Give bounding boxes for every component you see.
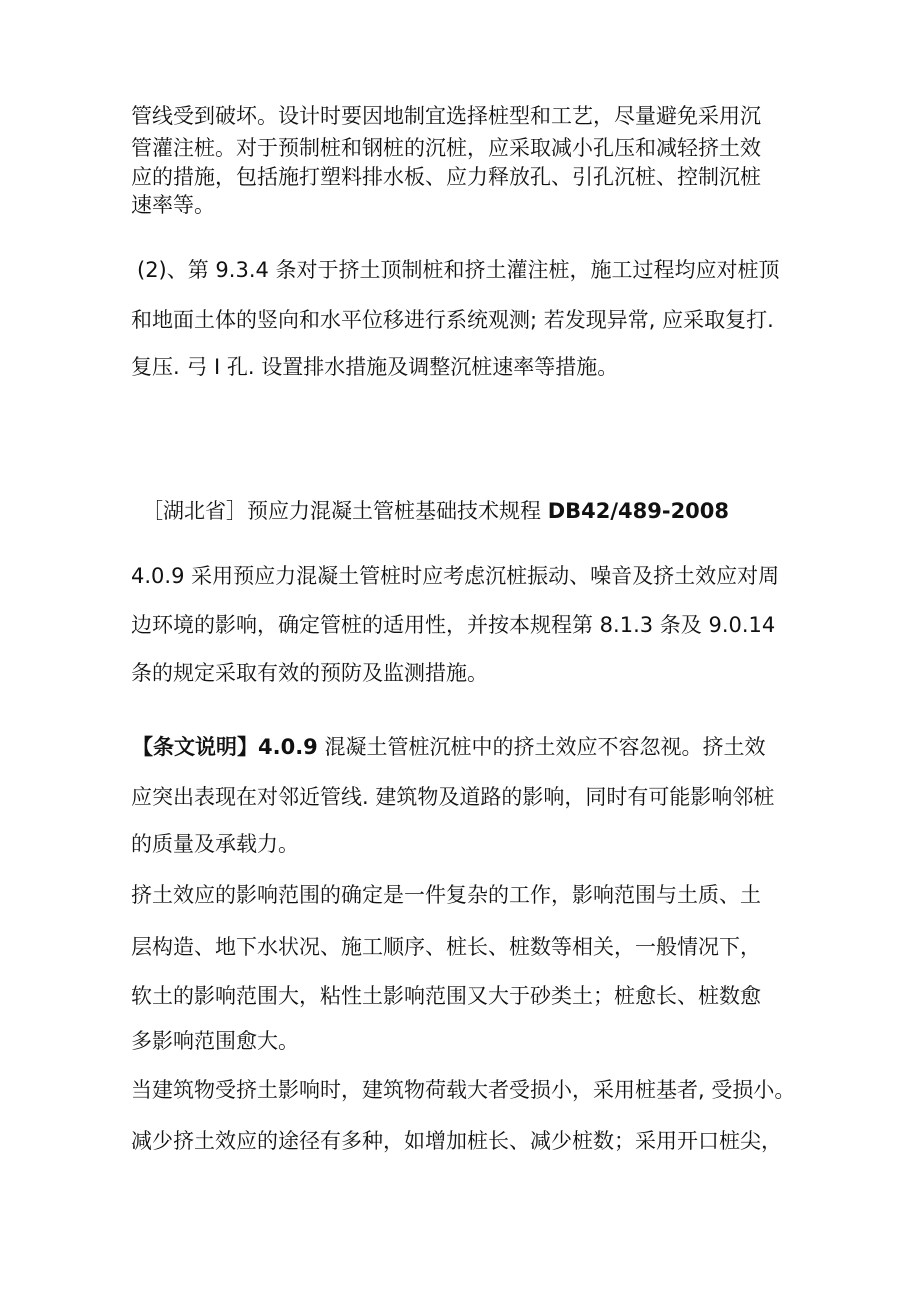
paragraph-1-line-2: 管灌注桩。对于预制桩和钢桩的沉桩，应采取减小孔压和减轻挤土效 [131,136,761,160]
paragraph-3-line-3: 条的规定采取有效的预防及监测措施。 [131,661,488,685]
paragraph-3-line-2: 边环境的影响，确定管桩的适用性，并按本规程第 8.1.3 条及 9.0.14 [131,613,776,637]
paragraph-1-line-3: 应的措施，包括施打塑料排水板、应力释放孔、引孔沉桩、控制沉桩 [131,165,761,189]
paragraph-1-line-4: 速率等。 [131,193,215,217]
paragraph-3-line-1: 4.0.9 采用预应力混凝土管桩时应考虑沉桩振动、噪音及挤土效应对周 [131,564,780,588]
section-heading [142,496,729,526]
paragraph-5-line-4: 多影响范围愈大。 [131,1029,299,1053]
heading-title: ［湖北省］预应力混凝土管桩基础技术规程 [142,499,548,523]
paragraph-5-line-1: 挤土效应的影响范围的确定是一件复杂的工作，影响范围与土质、土 [131,883,761,907]
clause-explanation-text: 混凝土管桩沉桩中的挤土效应不容忽视。挤土效 [317,735,766,759]
paragraph-4-line-3: 的质量及承载力。 [131,832,299,856]
paragraph-2-line-1: (2)、第 9.3.4 条对于挤土顶制桩和挤土灌注桩，施工过程均应对桩顶 [137,258,780,282]
paragraph-6-line-2: 减少挤土效应的途径有多种，如增加桩长、减少桩数；采用开口桩尖， [131,1129,782,1153]
paragraph-4-line-1 [132,732,765,762]
paragraph-2-line-3: 复压. 弓 I 孔. 设置排水措施及调整沉桩速率等措施。 [131,355,619,379]
paragraph-4-line-2: 应突出表现在对邻近管线. 建筑物及道路的影响，同时有可能影响邻桩 [131,785,775,809]
paragraph-1-line-1: 管线受到破坏。设计时要因地制宜选择桩型和工艺，尽量避免采用沉 [131,104,761,128]
heading-code: DB42/489-2008 [547,499,730,523]
paragraph-2-line-2: 和地面土体的竖向和水平位移进行系统观测; 若发现异常, 应采取复打. [131,308,774,332]
paragraph-5-line-3: 软土的影响范围大，粘性土影响范围又大于砂类土；桩愈长、桩数愈 [131,984,761,1008]
paragraph-5-line-2: 层构造、地下水状况、施工顺序、桩长、桩数等相关，一般情况下， [131,935,761,959]
paragraph-6-line-1: 当建筑物受挤土影响时，建筑物荷载大者受损小，采用桩基者, 受损小。 [131,1078,796,1102]
clause-explanation-label: 【条文说明】4.0.9 [132,735,318,759]
